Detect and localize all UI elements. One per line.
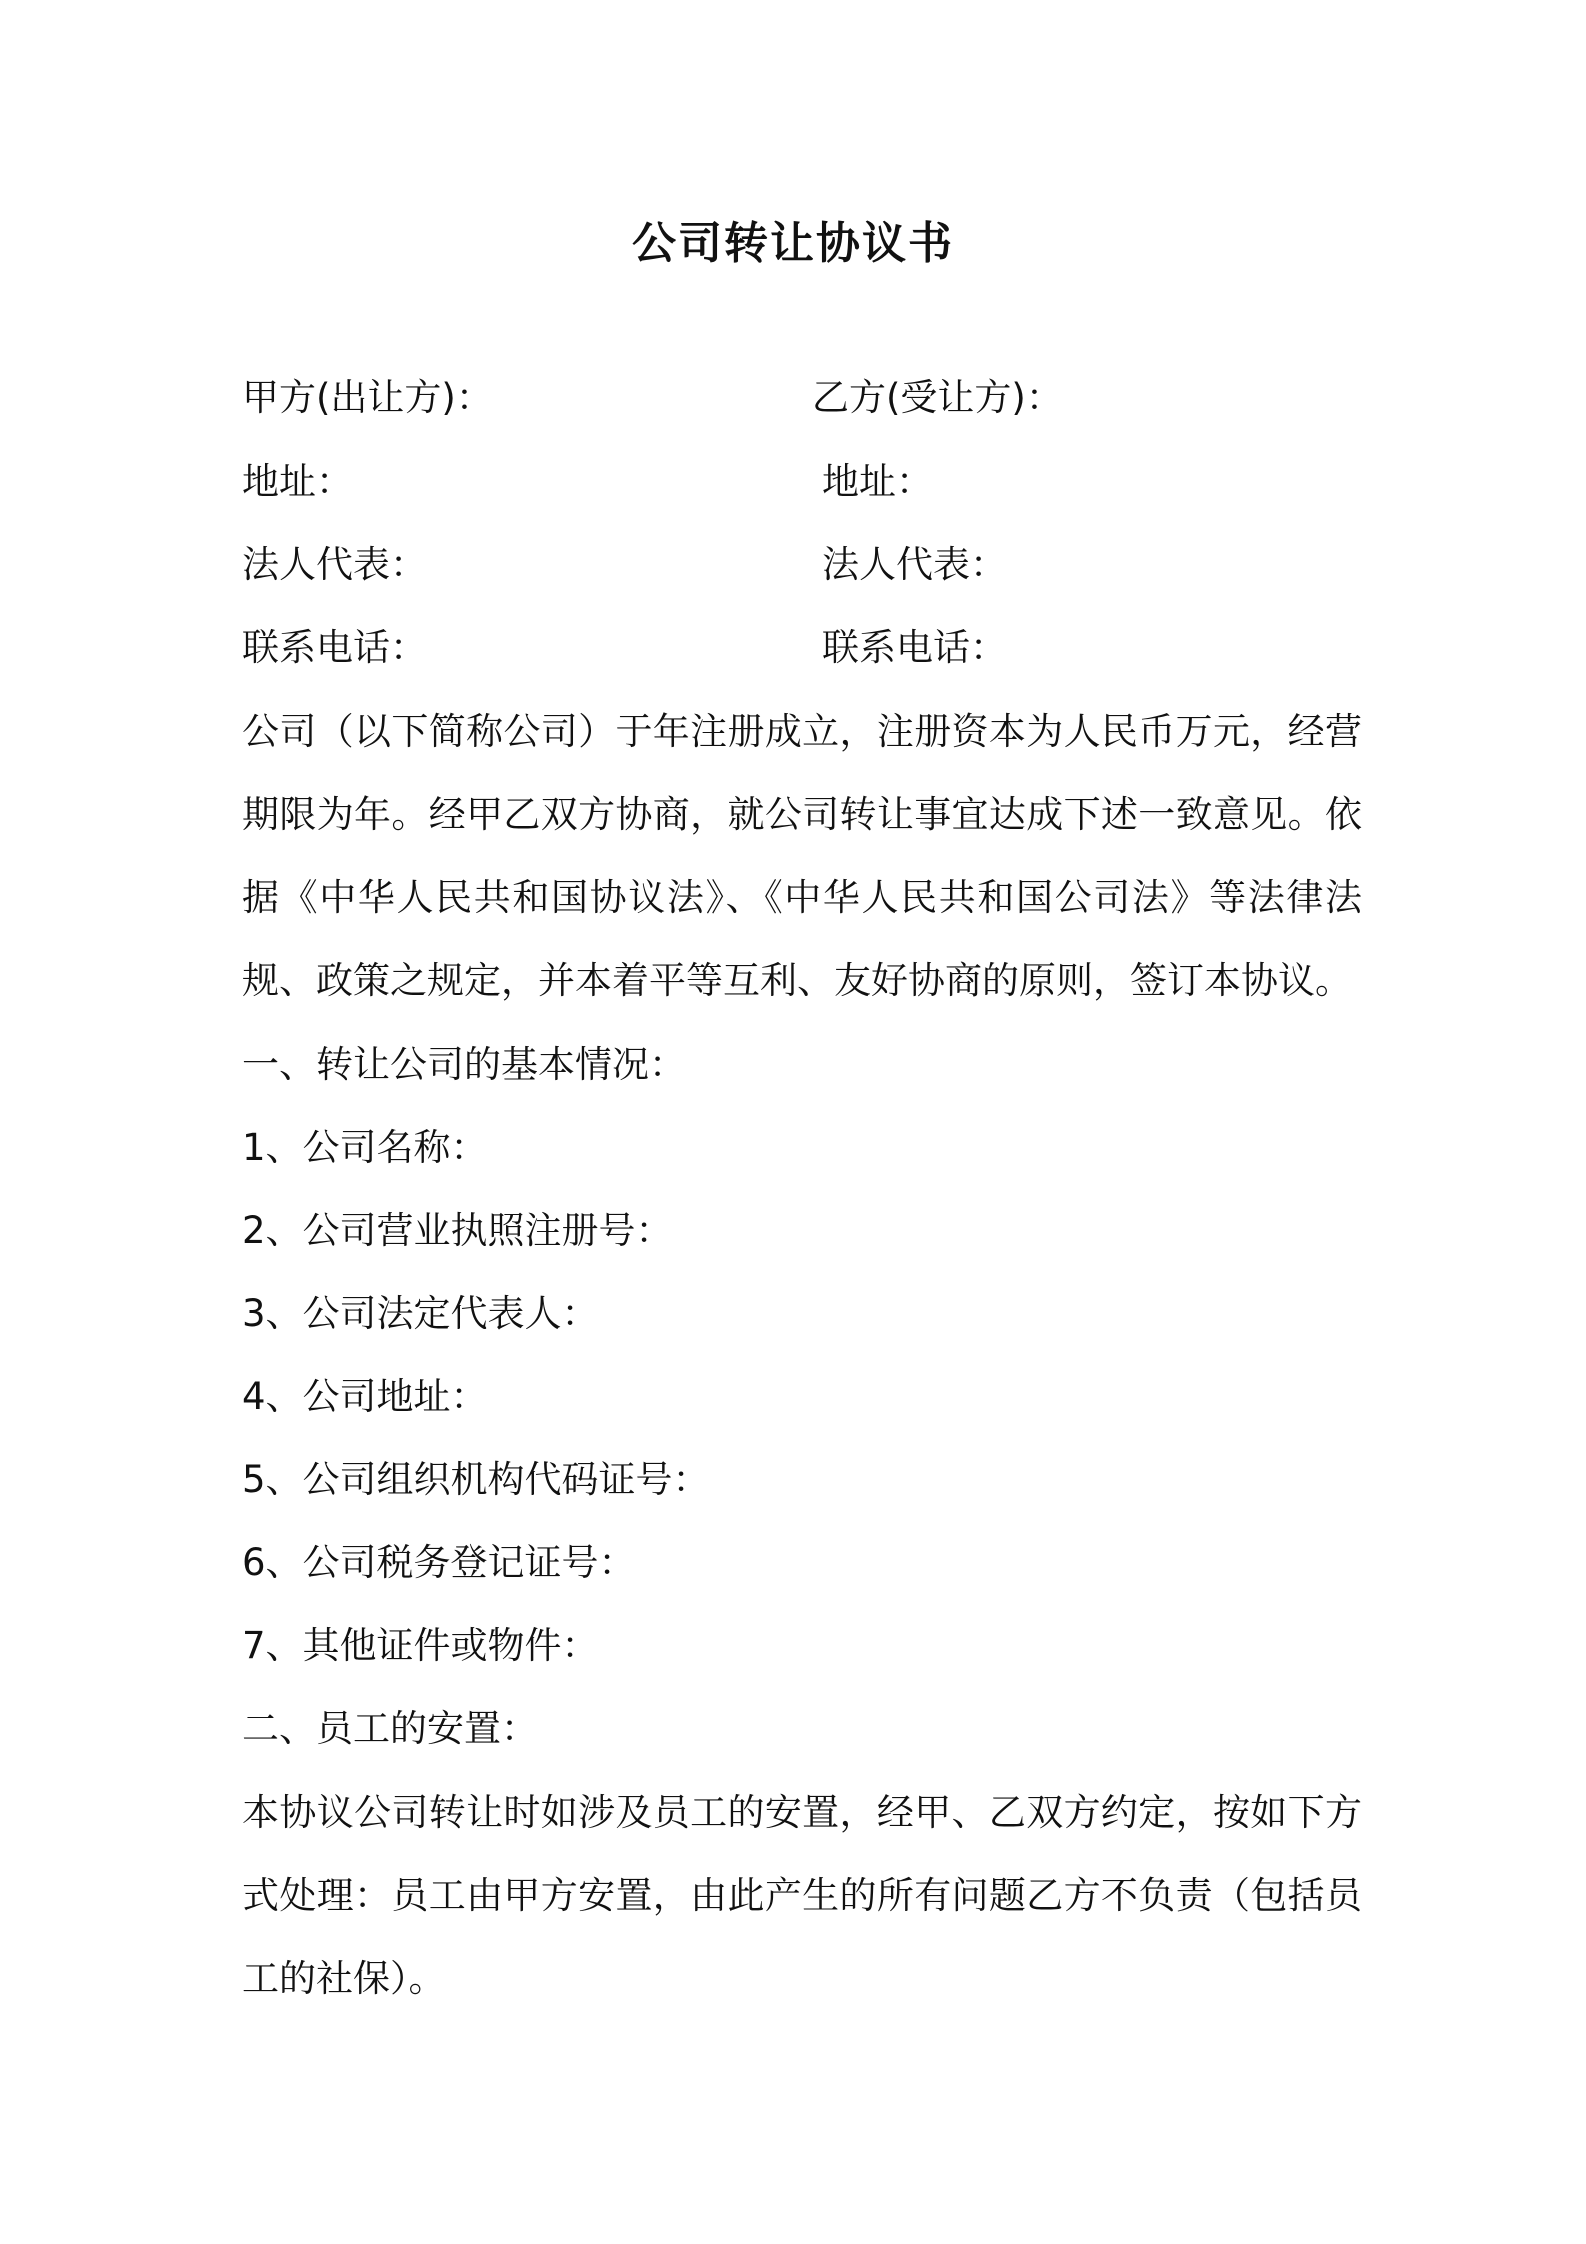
intro-paragraph: 公司（以下简称公司）于年注册成立，注册资本为人民币万元，经营期限为年。经甲乙双方协商，就公司转让事宜达成下述一致意见。依据《中华人民共和国协议法》、《中华人民共和国公司法》等法律法规、政策之规定，并本着平等互利、友好协商的原则，签订本协议。	[242, 710, 1362, 1002]
section-1-item: 1、公司名称：	[242, 1126, 488, 1169]
party-b-legal-rep: 法人代表：	[822, 543, 1007, 586]
party-a-label: 甲方(出让方)：	[242, 376, 493, 419]
party-b-label: 乙方(受让方)：	[812, 376, 1063, 419]
document-title: 公司转让协议书	[632, 218, 954, 269]
party-b-phone: 联系电话：	[822, 626, 1007, 669]
section-1-item: 3、公司法定代表人：	[242, 1292, 599, 1335]
section-2-heading: 二、员工的安置：	[242, 1707, 538, 1750]
party-a-address: 地址：	[242, 460, 353, 503]
section-2-paragraph: 本协议公司转让时如涉及员工的安置，经甲、乙双方约定，按如下方式处理：员工由甲方安置，由此产生的所有问题乙方不负责（包括员工的社保）。	[242, 1791, 1362, 2000]
section-1-heading: 一、转让公司的基本情况：	[242, 1043, 686, 1086]
section-1-item: 4、公司地址：	[242, 1375, 488, 1418]
section-1-item: 2、公司营业执照注册号：	[242, 1209, 673, 1252]
party-a-phone: 联系电话：	[242, 626, 427, 669]
section-1-item: 5、公司组织机构代码证号：	[242, 1458, 710, 1501]
section-1-item: 6、公司税务登记证号：	[242, 1541, 636, 1584]
section-1-item: 7、其他证件或物件：	[242, 1624, 599, 1667]
party-a-legal-rep: 法人代表：	[242, 543, 427, 586]
party-b-address: 地址：	[822, 460, 933, 503]
